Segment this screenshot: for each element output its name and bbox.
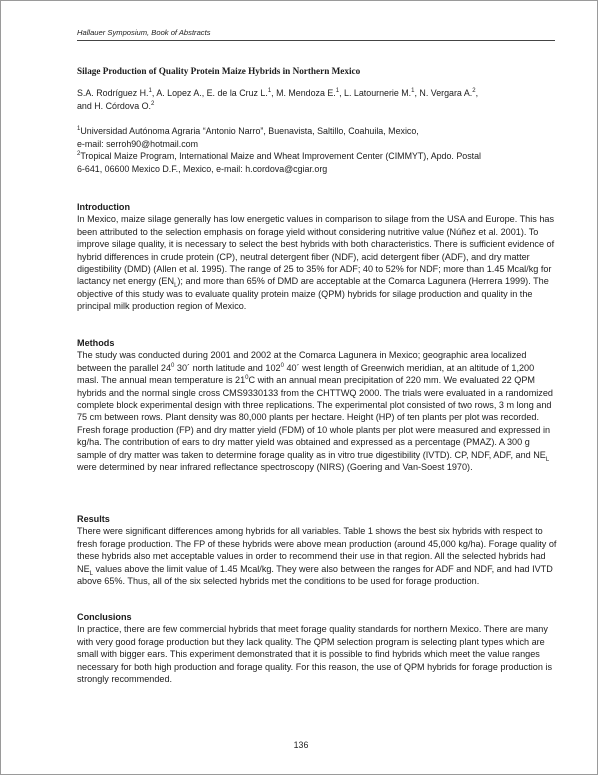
subscript: L: [89, 570, 93, 577]
affiliation-mark: 1: [148, 88, 152, 95]
degree-mark: 0: [171, 362, 175, 369]
affiliation-mark: 1: [267, 88, 272, 95]
affiliation-2-address: 6-641, 06600 Mexico D.F., Mexico, e-mail: h.cordova@cgiar.org: [77, 163, 328, 174]
affiliation-1: [77, 125, 557, 138]
running-head: Hallauer Symposium, Book of Abstracts: [77, 28, 211, 37]
section-paragraph: [77, 349, 557, 473]
affiliations: [77, 125, 557, 175]
author-text: , L. Latournerie M.: [339, 88, 412, 98]
section-heading: Methods: [77, 338, 115, 348]
affiliation-mark: 2: [77, 151, 81, 158]
introduction-section: [77, 201, 557, 313]
author-list: [77, 87, 557, 112]
paragraph-text: C with an annual mean precipitation of 220 mm. We evaluated 22 QPM hybrids and the normal single cross CMS9330133 from the CHTTWQ 2000. The trials were evaluated in a randomized complete block experimental design with three replications. The experimental plot consisted of two rows, 3 m long and 75 cm between rows. Plant density was 80,000 plants per hectare. Height (HP) of ten plants per plot was recorded. Fresh forage production (FP) and dry matter yield (FDM) of 10 whole plants per plot were measured and expressed in kg/ha. The contribution of ears to dry matter yield was obtained and expressed as a percentage (PMAZ). A 300 g sample of dry matter was taken to determine forage quality as in vitro true digestibility (IVTD). CP, NDF, ADF, and NE: [77, 375, 553, 460]
conclusions-section: [77, 611, 557, 685]
section-paragraph: In practice, there are few commercial hybrids that meet forage quality standards for northern Mexico. There are many with very good forage production but they lack quality. The QPM selection program is selecting plant types which are small with bigger ears. This experiment demonstrated that it is possible to find hybrids which meet the value ranges necessary for both high production and forage quality. For this reason, the use of QPM hybrids for forage production is strongly recommended.: [77, 624, 552, 685]
section-paragraph: [77, 525, 557, 587]
subscript: L: [545, 456, 550, 463]
header-divider: [77, 40, 555, 41]
degree-mark: 0: [280, 362, 284, 369]
paragraph-text: There were significant differences among hybrids for all variables. Table 1 shows the best six hybrids with respect to fresh forage production. The FP of these hybrids were above mean production (around 45,000 kg/ha). Forage quality of these hybrids also met acceptable values in order to recommend their use in that region. All the selected hybrids had NE: [77, 526, 557, 574]
degree-mark: 0: [245, 375, 249, 382]
affiliation-2: [77, 150, 557, 163]
paragraph-text: were determined by near infrared reflectance spectroscopy (NIRS) (Goering and Van-Soest 1970).: [77, 462, 473, 473]
author-text: and H. Córdova O.: [77, 100, 151, 111]
paragraph-text: ); and more than 65% of DMD are acceptable at the Comarca Lagunera (Herrera 1999). The objective of this study was to evaluate quality protein maize (QPM) hybrids for silage production and quality in the principal milk production region of Mexico.: [77, 276, 549, 312]
affiliation-1-email: e-mail: serroh90@hotmail.com: [77, 138, 198, 149]
affiliation-mark: 1: [77, 126, 81, 133]
affiliation-mark: 1: [411, 88, 415, 95]
affiliation-mark: 2: [472, 88, 476, 95]
results-section: [77, 513, 557, 587]
section-heading: Introduction: [77, 202, 131, 212]
paragraph-text: values above the limit value of 1.45 Mcal/kg. They were also between the ranges for ADF and NDF, and had IVTD above 65%. Thus, all of the six selected hybrids met the conditions to be used for forage production.: [77, 563, 553, 587]
author-text: , N. Vergara A.: [414, 88, 473, 98]
author-text: , M. Mendoza E.: [271, 88, 336, 98]
methods-section: [77, 337, 557, 473]
section-paragraph: [77, 213, 557, 312]
paragraph-text: 30´ north latitude and 102: [174, 362, 281, 373]
paragraph-text: In Mexico, maize silage generally has low energetic values in comparison to silage from the USA and Europe. This has been attributed to the selection emphasis on forage yield without considering nutritive value (Núñez et al. 2001). To improve silage quality, it is necessary to select the best hybrids with both characteristics. There is sufficient evidence of hybrid differences in crude protein (CP), neutral detergent fiber (NDF), acid detergent fiber (ADF), and dry matter digestibility (DMD) (Allen et al. 1995). The range of 25 to 35% for ADF; 40 to 52% for NDF; more than 1.45 Mcal/kg for lactancy net energy (EN: [77, 214, 555, 287]
paper-title: Silage Production of Quality Protein Maize Hybrids in Northern Mexico: [77, 66, 361, 76]
section-heading: Results: [77, 514, 110, 524]
subscript: L: [174, 283, 178, 290]
author-text: ,: [475, 88, 479, 98]
paragraph-text: 40´ west length of Greenwich meridian, at an altitude of 1,200 masl. The annual mean temperature is 21: [77, 362, 535, 386]
affiliation-mark: 2: [151, 100, 155, 107]
affiliation-mark: 1: [335, 88, 340, 95]
paragraph-text: The study was conducted during 2001 and 2002 at the Comarca Lagunera in Mexico; geographic area localized between the parallel 24: [77, 350, 527, 373]
author-text: S.A. Rodríguez H.: [77, 88, 149, 98]
affiliation-text: Tropical Maize Program, International Maize and Wheat Improvement Center (CIMMYT), Apdo. Postal: [80, 151, 482, 161]
author-text: , A. Lopez A., E. de la Cruz L.: [151, 88, 268, 98]
affiliation-text: Universidad Autónoma Agraria “Antonio Narro”, Buenavista, Saltillo, Coahuila, Mexico,: [80, 126, 419, 136]
section-heading: Conclusions: [77, 612, 132, 622]
page-number: 136: [293, 740, 309, 750]
